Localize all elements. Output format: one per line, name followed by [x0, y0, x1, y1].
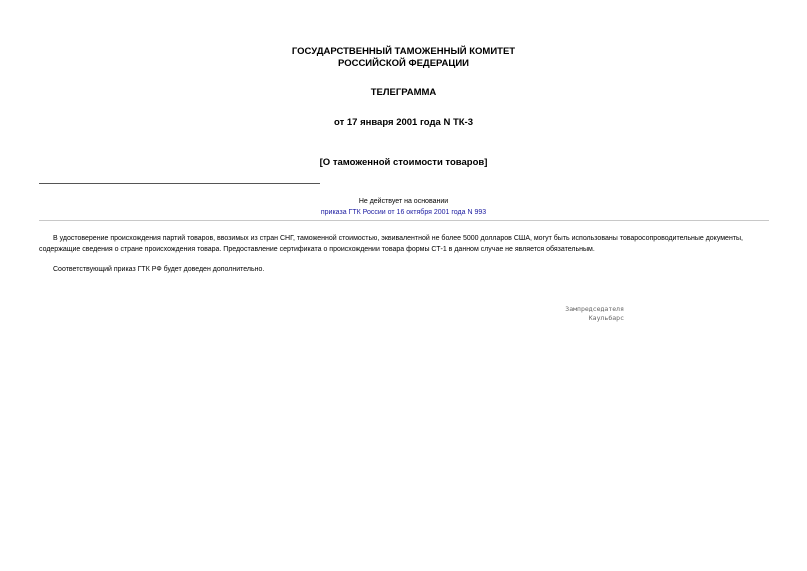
- document-title: [О таможенной стоимости товаров]: [319, 157, 488, 168]
- issuer-line-1: ГОСУДАРСТВЕННЫЙ ТАМОЖЕННЫЙ КОМИТЕТ: [291, 46, 516, 57]
- signature-position: Зампредседателя: [565, 305, 624, 313]
- document-date-number: от 17 января 2001 года N ТК-3: [334, 117, 473, 128]
- title-divider: [39, 183, 320, 184]
- document-type: ТЕЛЕГРАММА: [370, 87, 437, 98]
- issuer-header: [0, 46, 807, 69]
- signature-block: [565, 305, 624, 323]
- status-reference-link[interactable]: приказа ГТК России от 16 октября 2001 года N 993: [320, 209, 487, 216]
- body-paragraph-1: В удостоверение происхождения партий товаров, ввозимых из стран СНГ, таможенной стоимостью, эквивалентной не более 5000 долларов США, могут быть использованы товаросопроводительные документы, содержащие сведения о стране происхождения товара. Предоставление сертификата о происхождении товара формы СТ-1 в данном случае не является обязательным.: [39, 235, 744, 253]
- issuer-line-2: РОССИЙСКОЙ ФЕДЕРАЦИИ: [337, 57, 469, 69]
- status-text: Не действует на основании: [358, 198, 449, 205]
- status-note: [0, 196, 807, 218]
- signature-name: Каульбарс: [588, 314, 624, 322]
- status-divider: [39, 220, 769, 221]
- body-paragraph-2: Соответствующий приказ ГТК РФ будет доведен дополнительно.: [53, 266, 265, 273]
